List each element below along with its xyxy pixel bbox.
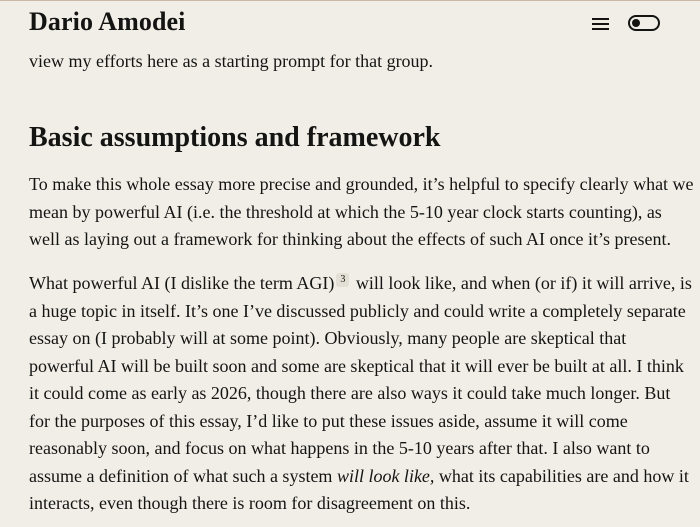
paragraph-line: interacts, even though there is room for disagreement on this. xyxy=(29,493,471,513)
site-header xyxy=(0,0,700,44)
text-before-footnote: What powerful AI (I dislike the term AGI) xyxy=(29,273,335,293)
site-title[interactable]: Dario Amodei xyxy=(29,7,186,36)
article-content xyxy=(29,48,669,76)
paragraph-line: To make this whole essay more precise and grounded, it’s helpful to specify clearly what we xyxy=(29,174,694,194)
footnote-link[interactable]: 3 xyxy=(336,273,349,287)
paragraph-line xyxy=(29,270,692,298)
text-before-italic: assume a definition of what such a system xyxy=(29,465,337,486)
paragraph-line: a huge topic in itself. It’s one I’ve discussed publicly and could write a completely separate xyxy=(29,300,686,321)
paragraph-line xyxy=(29,463,689,491)
section-heading: Basic assumptions and framework xyxy=(29,122,441,153)
text-after-footnote: will look like, and when (or if) it will arrive, is xyxy=(351,273,692,293)
lead-paragraph-tail: view my efforts here as a starting prompt for that group. xyxy=(29,51,434,71)
paragraph-line: mean by powerful AI (i.e. the threshold at which the 5-10 year clock starts counting), as xyxy=(29,201,662,222)
paragraph-line: essay on (I probably will at some point). Obviously, many people are skeptical that xyxy=(29,328,627,348)
paragraph-line: powerful AI will be built soon and some are skeptical that it will ever be built at all. I think xyxy=(29,355,684,376)
toggle-knob-icon xyxy=(632,19,640,27)
paragraph-2 xyxy=(29,270,692,518)
paragraph-line: well as laying out a framework for thinking about the effects of such AI once it’s present. xyxy=(29,229,671,249)
paragraph-line: reasonably soon, and focus on what happens in the 5-10 years after that. I also want to xyxy=(29,438,650,458)
paragraph-line: for the purposes of this essay, I’d like to put these issues aside, assume it will come xyxy=(29,410,628,431)
paragraph-1 xyxy=(29,171,694,254)
text-after-italic: what its capabilities are and how it xyxy=(434,465,689,486)
theme-toggle[interactable] xyxy=(628,15,660,31)
hamburger-menu-icon[interactable] xyxy=(590,15,612,33)
paragraph-line: it could come as early as 2026, though there are also ways it could take much longer. But xyxy=(29,383,671,403)
italic-phrase: will look like, xyxy=(336,465,435,486)
